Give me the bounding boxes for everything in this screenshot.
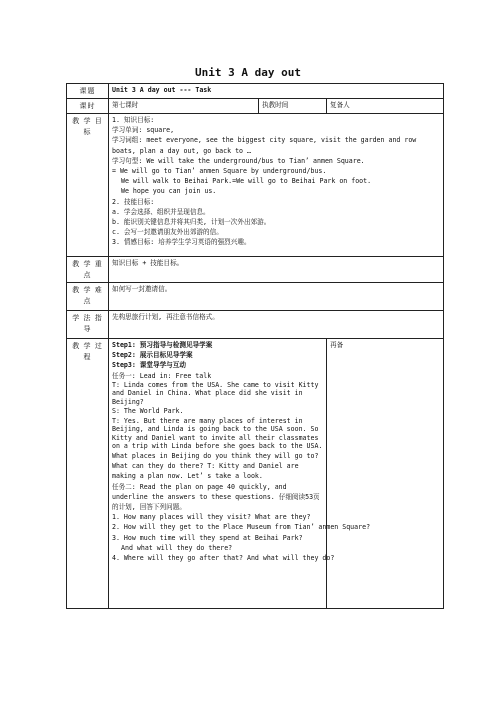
goals-line: 学习词组: meet everyone, see the biggest city square, visit the garden and row [112, 136, 417, 145]
process-line: 2. How will they get to the Place Museum from Tian’ anmen Square? [112, 523, 371, 532]
exec-time-label: 执教时间 [259, 98, 327, 113]
process-line: Step2: 展示目标见导学案 [112, 351, 193, 360]
difficulties-label: 教 学 难点 [67, 282, 109, 310]
process-side-note: 再备 [327, 338, 444, 608]
topic-label: 课题 [67, 84, 109, 99]
process-line: 任务一: Lead in: Free talk [112, 371, 212, 380]
prep-label: 复备人 [327, 98, 444, 113]
goals-line: boats, plan a day out, go back to … [112, 146, 251, 155]
lesson-plan-table [66, 83, 444, 609]
process-line: T: Linda comes from the USA. She came to visit Kitty and Daniel in China. What place did she visit in Beijing? [112, 380, 319, 406]
goals-line: a. 学会选择、组织并呈现信息。 [112, 207, 210, 216]
process-line: And what will they do there? [121, 543, 233, 552]
process-line: Step3: 课堂导学与互动 [112, 361, 186, 370]
method-label: 学 法 指导 [67, 310, 109, 338]
goals-line: = We will go to Tian’ anmen Square by underground/bus. [112, 166, 327, 175]
goals-line: 1. 知识目标: [112, 115, 155, 124]
goals-line: 学习句型: We will take the underground/bus to Tian’ anmen Square. [112, 156, 365, 165]
method-value: 先构思旅行计划, 再注意书信格式。 [109, 310, 444, 338]
goals-line: b. 能识别关键信息并将其归类, 计划一次外出郊游。 [112, 218, 271, 227]
key-points-label: 教 学 重点 [67, 256, 109, 282]
goals-line: We will walk to Beihai Park.=We will go to Beihai Park on foot. [121, 177, 372, 186]
process-line: 4. Where will they go after that? And what will they do? [112, 554, 335, 563]
key-points-value: 知识目标 + 技能目标。 [109, 256, 444, 282]
process-line: 任务二: Read the plan on page 40 quickly, and underline the answers to these questions. 仔细阅读53页的计划, 回答下列问题。 [112, 482, 320, 511]
process-line: S: The World Park. [112, 407, 184, 416]
process-label: 教 学 过程 [67, 338, 109, 608]
document-title: Unit 3 A day out [195, 66, 301, 79]
process-line: 3. How much time will they spend at Beihai Park? [112, 533, 303, 542]
process-line: Step1: 预习指导与检测见导学案 [112, 340, 213, 349]
goals-line: 学习单词: square, [112, 126, 175, 135]
goals-label: 教 学 目标 [67, 113, 109, 256]
period-value: 第七课时 [109, 98, 259, 113]
period-label: 课时 [67, 98, 109, 113]
goals-line: We hope you can join us. [121, 187, 217, 196]
goals-line: 2. 技能目标: [112, 197, 155, 206]
goals-content [109, 113, 444, 256]
process-line: T: Yes. But there are many places of interest in Beijing, and Linda is going back to the USA soon. So Kitty and Daniel want to invite all their classmates on a trip with Linda before she goes back to the USA. [112, 416, 323, 451]
goals-line: 3. 情感目标: 培养学生学习英语的强烈兴趣。 [112, 238, 251, 247]
difficulties-value: 如何写一封邀请信。 [109, 282, 444, 310]
process-line: 1. How many places will they visit? What are they? [112, 513, 311, 522]
goals-line: c. 会写一封邀请朋友外出郊游的信。 [112, 228, 223, 237]
topic-value: Unit 3 A day out --- Task [109, 84, 444, 99]
process-line: What places in Beijing do you think they will go to? What can they do there? T: Kitty and Daniel are making a plan now. Let’ s take a look. [112, 451, 319, 481]
